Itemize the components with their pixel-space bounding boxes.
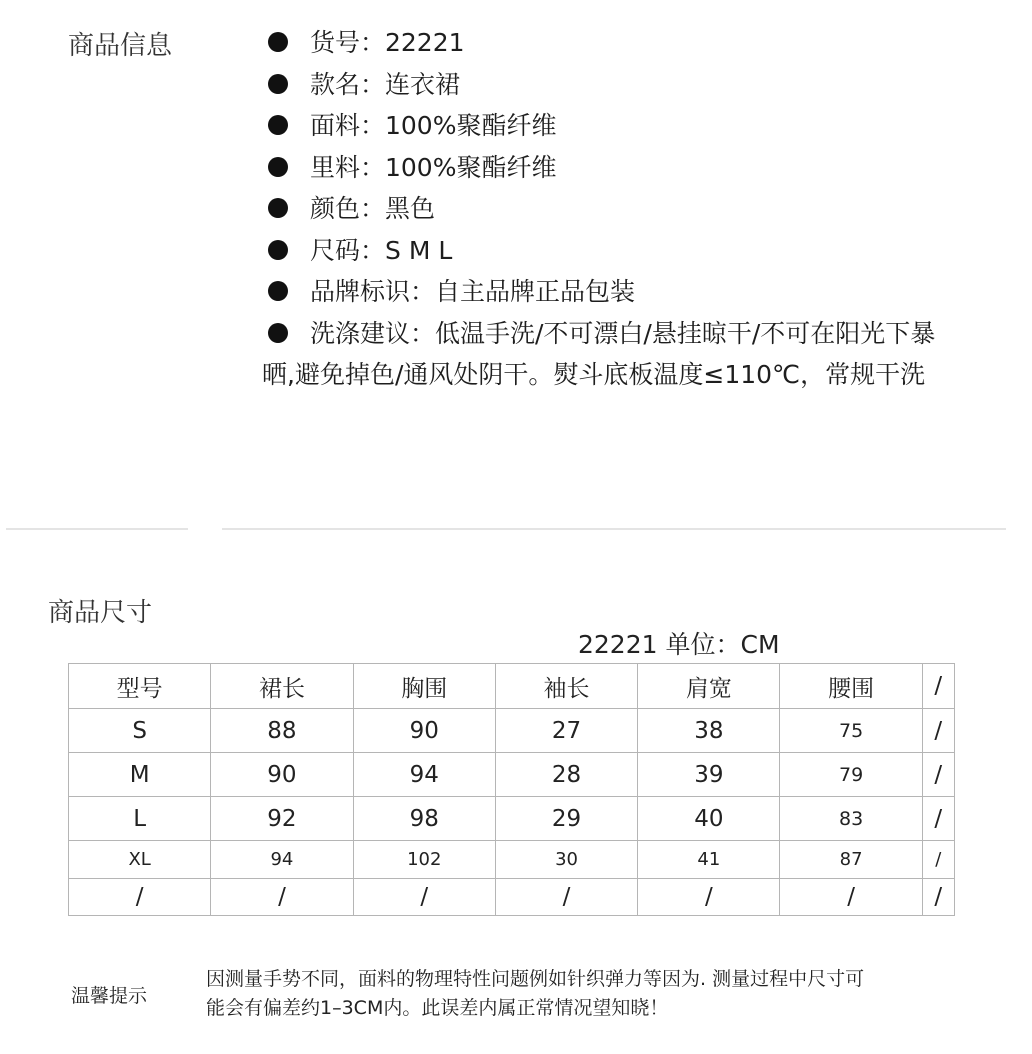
info-text: 颜色：黑色 xyxy=(310,194,436,223)
table-cell: 39 xyxy=(638,753,780,797)
table-cell: 29 xyxy=(495,797,637,841)
table-cell: 40 xyxy=(638,797,780,841)
table-cell: 79 xyxy=(780,753,922,797)
table-cell: / xyxy=(353,879,495,916)
header-cell: / xyxy=(922,664,954,709)
tip-text xyxy=(206,965,966,1023)
table-cell: 38 xyxy=(638,709,780,753)
bullet-icon xyxy=(268,115,288,135)
header-cell: 袖长 xyxy=(495,664,637,709)
table-cell: / xyxy=(69,879,211,916)
table-cell: 87 xyxy=(780,841,922,879)
table-cell: L xyxy=(69,797,211,841)
section-divider-right xyxy=(222,528,1006,530)
table-cell: 28 xyxy=(495,753,637,797)
table-cell: / xyxy=(780,879,922,916)
table-row xyxy=(69,841,955,879)
table-cell: 83 xyxy=(780,797,922,841)
washing-text-line1: 洗涤建议：低温手洗/不可漂白/悬挂晾干/不可在阳光下暴 xyxy=(310,318,936,348)
info-item-lining xyxy=(262,147,1002,189)
header-cell: 裙长 xyxy=(211,664,353,709)
header-cell: 型号 xyxy=(69,664,211,709)
info-item-brand xyxy=(262,271,1002,313)
table-cell: / xyxy=(922,797,954,841)
info-item-fabric xyxy=(262,105,1002,147)
bullet-icon xyxy=(268,157,288,177)
table-cell: 98 xyxy=(353,797,495,841)
tip-text-line1: 因测量手势不同，面料的物理特性问题例如针织弹力等因为. 测量过程中尺寸可 xyxy=(206,968,865,990)
table-row xyxy=(69,709,955,753)
info-item-sizes xyxy=(262,230,1002,272)
product-info-list xyxy=(262,22,1002,396)
table-cell: XL xyxy=(69,841,211,879)
table-cell: 30 xyxy=(495,841,637,879)
table-cell: 94 xyxy=(353,753,495,797)
info-text: 尺码：S M L xyxy=(310,235,453,265)
table-cell: / xyxy=(922,709,954,753)
table-cell: 75 xyxy=(780,709,922,753)
table-cell: S xyxy=(69,709,211,753)
table-cell: 102 xyxy=(353,841,495,879)
table-cell: / xyxy=(922,841,954,879)
table-row xyxy=(69,753,955,797)
table-cell: / xyxy=(638,879,780,916)
table-row xyxy=(69,879,955,916)
info-text: 品牌标识：自主品牌正品包装 xyxy=(310,277,636,306)
tip-text-line2: 能会有偏差约1–3CM内。此误差内属正常情况望知晓！ xyxy=(206,997,669,1019)
section-divider-left xyxy=(6,528,188,530)
info-text: 里料：100%聚酯纤维 xyxy=(310,152,557,182)
bullet-icon xyxy=(268,240,288,260)
item-number: 22221 xyxy=(578,630,658,659)
info-text: 面料：100%聚酯纤维 xyxy=(310,111,557,140)
bullet-icon xyxy=(268,32,288,52)
table-cell: 90 xyxy=(211,753,353,797)
table-cell: / xyxy=(495,879,637,916)
header-cell: 肩宽 xyxy=(638,664,780,709)
bullet-icon xyxy=(268,281,288,301)
tip-label: 温馨提示 xyxy=(71,985,148,1007)
table-cell: 92 xyxy=(211,797,353,841)
info-text: 款名：连衣裙 xyxy=(310,69,461,99)
table-cell: 90 xyxy=(353,709,495,753)
bullet-icon xyxy=(268,323,288,343)
bullet-icon xyxy=(268,74,288,94)
size-unit-line xyxy=(578,625,780,661)
table-cell: / xyxy=(211,879,353,916)
table-cell: 94 xyxy=(211,841,353,879)
header-cell: 胸围 xyxy=(353,664,495,709)
product-info-title: 商品信息 xyxy=(68,31,173,61)
table-header-row xyxy=(69,664,955,709)
info-text: 货号：22221 xyxy=(310,28,465,57)
info-item-article-no xyxy=(262,22,1002,64)
table-cell: 27 xyxy=(495,709,637,753)
info-item-color xyxy=(262,188,1002,230)
table-cell: M xyxy=(69,753,211,797)
table-cell: / xyxy=(922,753,954,797)
header-cell: 腰围 xyxy=(780,664,922,709)
table-row xyxy=(69,797,955,841)
info-item-washing xyxy=(262,313,1002,396)
bullet-icon xyxy=(268,198,288,218)
table-cell: / xyxy=(922,879,954,916)
unit-label: 单位：CM xyxy=(665,630,780,659)
table-cell: 41 xyxy=(638,841,780,879)
washing-text-line2: 晒,避免掉色/通风处阴干。熨斗底板温度≤110℃，常规干洗 xyxy=(262,360,926,389)
table-cell: 88 xyxy=(211,709,353,753)
info-item-style-name xyxy=(262,64,1002,106)
size-section-title: 商品尺寸 xyxy=(48,598,153,628)
size-table xyxy=(68,663,955,916)
